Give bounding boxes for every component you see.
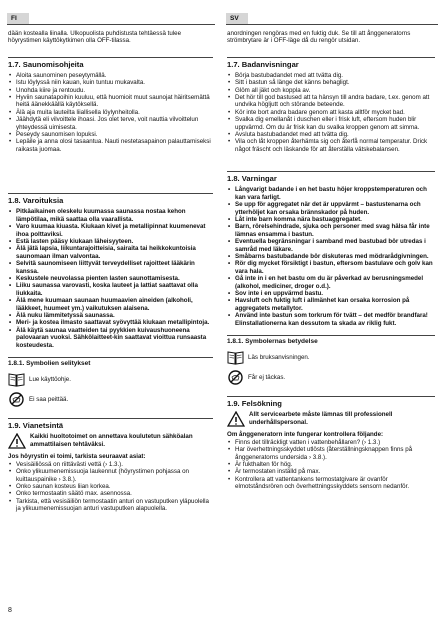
list-item: • Istu löylyssä niin kauan, kuin tuntuu mukavalta.: [8, 79, 213, 86]
intro-text: dään kostealla liinalla. Ulkopuolista puhdistusta tehtäessä tulee höyrystimen käyttökytkimen olla OFF-tilassa.: [8, 30, 182, 45]
section-title: 1.8.1. Symbolernas betydelse: [227, 335, 435, 345]
list-item: • Älä mene kuumaan saunaan huumaavien aineiden (alkoholi, lääkkeet, huumeet ym.) vaikutuksen alaisena.: [8, 297, 213, 312]
section-title: 1.8. Varoituksia: [8, 193, 213, 205]
list-item: • Meri- ja kostea ilmasto saattavat syövyttää kiukaan metallipintoja.: [8, 319, 213, 326]
section-title: 1.8. Varningar: [227, 171, 435, 183]
list-item: • Hyviin saunatapoihin kuuluu, että huomioit muut saunojat häiritsemättä heitä äänekkäällä käytöksellä.: [8, 94, 213, 109]
list-item: • Se upp för aggregatet när det är uppvärmt – bastustenarna och ytterhöljet kan orsaka brännskador på huden.: [227, 201, 435, 216]
list-item: • Långvarigt badande i en het bastu höjer kroppstemperaturen och kan vara farligt.: [227, 186, 435, 201]
list-item: • Estä lasten pääsy kiukaan läheisyyteen.: [8, 238, 213, 245]
list-item: • Havsluft och fuktig luft i allmänhet kan orsaka korrosion på aggregatets metallytor.: [227, 297, 435, 312]
list-item: • Pitkäaikainen oleskelu kuumassa saunassa nostaa kehon lämpötilaa, mikä saattaa olla vaarallista.: [8, 208, 213, 223]
lang-tab-sv: SV: [226, 13, 248, 24]
list-item: • Barn, rörelsehindrade, sjuka och personer med svag hälsa får inte lämnas ensamma i bastun.: [227, 223, 435, 238]
list-item: • Älä jätä lapsia, liikuntarajoitteisia, sairaita tai heikkokuntoisia saunomaan ilman valvontaa.: [8, 245, 213, 260]
list-item: • Älä nuku lämmitetyssä saunassa.: [8, 312, 213, 319]
list-item: • Är termostaten inställd på max.: [227, 468, 435, 475]
list: [8, 461, 213, 513]
symbol-label: Får ej täckas.: [248, 374, 286, 382]
list-item: • Rör dig mycket försiktigt i bastun, eftersom bastulave och golv kan vara hala.: [227, 260, 435, 275]
list-item: • Keskustele neuvolassa pienten lasten saunottamisesta.: [8, 275, 213, 282]
warning-triangle-icon: [227, 411, 245, 427]
symbol-label: Läs bruksanvisningen.: [248, 354, 310, 362]
list-item: • Jäähdytä eli vilvoittele ihoasi. Jos olet terve, voit nauttia vilvoittelun yhteydessä uimisesta.: [8, 116, 213, 131]
symbol-row-cover: [8, 391, 213, 408]
section-title: 1.8.1. Symbolien selitykset: [8, 357, 213, 367]
list-item: • Onko ylikuumenemissuoja laukennut (höyrystimen pohjassa on kuittauspainike › 3.8.).: [8, 468, 213, 483]
list-item: • Gå inte in i en het bastu om du är påverkad av berusningsmedel (alkohol, mediciner, droger o.d.).: [227, 275, 435, 290]
section-title: 1.9. Felsökning: [227, 396, 435, 408]
symbol-row-read: [8, 371, 213, 388]
list-item: • Finns det tillräckligt vatten i vattenbehållaren? (› 1.3.): [227, 439, 435, 446]
column-sv: [227, 30, 435, 491]
list-item: • Sitt i bastun så länge det känns behagligt.: [227, 79, 435, 86]
section-title: 1.7. Badanvisningar: [227, 57, 435, 69]
list-item: • Onko saunan kosteus liian korkea.: [8, 483, 213, 490]
list-item: • Låt inte barn komma nära bastuaggregatet.: [227, 216, 435, 223]
list-item: • Liiku saunassa varovasti, koska lauteet ja lattiat saattavat olla liukkaita.: [8, 282, 213, 297]
lead-text: Om ånggeneratorn inte fungerar kontrollera följande:: [227, 431, 384, 439]
warning-box: [227, 411, 435, 427]
symbol-row-cover: [227, 369, 435, 386]
book-icon: [8, 372, 25, 387]
warning-triangle-icon: [8, 433, 26, 449]
warning-box: [8, 433, 213, 449]
list-item: • Älä aja muita lauteilta liiallisella löylynheitolla.: [8, 109, 213, 116]
column-fi: [8, 30, 213, 513]
warning-list: [8, 208, 213, 349]
no-cover-icon: [8, 392, 25, 407]
list-item: • Lepäile ja anna olosi tasaantua. Nauti nestetasapainon palauttamiseksi raikasta juomaa.: [8, 138, 213, 153]
list-item: • Eventuella begränsningar i samband med bastubad bör utredas i samråd med läkare.: [227, 238, 435, 253]
list-item: • Har överhettningsskyddet utlösts (återställningsknappen finns på ånggeneratorns undersida › 3.8.).: [227, 446, 435, 461]
list-item: • Unohda kiire ja rentoudu.: [8, 87, 213, 94]
list-item: • Varo kuumaa kiuasta. Kiukaan kivet ja metallipinnat kuumenevat ihoa polttaviksi.: [8, 223, 213, 238]
warning-text: Kaikki huoltotoimet on annettava koulutetun sähköalan ammattilaisen tehtäväksi.: [30, 433, 193, 448]
list-item: • Vesisäiliössä on riittävästi vettä (› 1.3.).: [8, 461, 213, 468]
list-item: • Vila och låt kroppen återhämta sig och återfå normal temperatur. Drick något fräscht och läskande för att återställa vätskebalansen.: [227, 138, 435, 153]
lead-text: Jos höyrystin ei toimi, tarkista seuraavat asiat:: [8, 453, 146, 461]
warning-text: Allt servicearbete måste lämnas till professionell underhållspersonal.: [249, 411, 393, 426]
lang-tab-fi: FI: [7, 13, 29, 24]
list-item: • Glöm all jäkt och koppla av.: [227, 87, 435, 94]
list-item: • Kör inte bort andra badare genom att kasta alltför mycket bad.: [227, 109, 435, 116]
page-number: 8: [8, 607, 12, 614]
list: [8, 72, 213, 153]
list-item: • Tarkista, että vesisäiliön termostaatin anturi on vastuputken yläpuolella ja ylikuumenemissuojan anturi vastuputken alapuolella.: [8, 498, 213, 513]
book-icon: [227, 350, 244, 365]
list-item: • Avsluta bastubadandet med att tvätta dig.: [227, 131, 435, 138]
list-item: • Peseydy saunomisen lopuksi.: [8, 131, 213, 138]
section-title: 1.9. Vianetsintä: [8, 418, 213, 430]
no-cover-icon: [227, 370, 244, 385]
list-item: • Svalka dig emellanåt i duschen eller i frisk luft, eftersom huden blir uppvärmd. Om du är frisk kan du svalka kroppen genom att simma.: [227, 116, 435, 131]
list-item: • Sov inte i en uppvärmd bastu.: [227, 290, 435, 297]
list-item: • Börja bastubadandet med att tvätta dig.: [227, 72, 435, 79]
header-rule-left: [7, 24, 215, 25]
list-item: • Älä käytä saunaa vaatteiden tai pyykkien kuivaushuoneena palovaaran vuoksi. Sähkölaitteet-kin saattavat vioittua runsaasta kosteudesta.: [8, 327, 213, 349]
list: [227, 72, 435, 153]
symbol-label: Ei saa peittää.: [29, 396, 69, 404]
list-item: • Är fukthalten för hög.: [227, 461, 435, 468]
symbol-label: Lue käyttöohje.: [29, 376, 71, 384]
warning-list: [227, 186, 435, 327]
list: [227, 439, 435, 491]
list-item: • Småbarns bastubadande bör diskuteras med mödrarådgivningen.: [227, 253, 435, 260]
symbol-row-read: [227, 349, 435, 366]
list-item: • Onko termostaatin säätö max. asennossa.: [8, 490, 213, 497]
section-title: 1.7. Saunomisohjeita: [8, 57, 213, 69]
list-item: • Kontrollera att vattentankens termostatgivare är ovanför elmotståndsrören och överhettningsskyddets sensorn nedanför.: [227, 476, 435, 491]
header-rule-right: [226, 24, 438, 25]
list-item: • Använd inte bastun som torkrum för tvätt – det medför brandfara! Elinstallationerna kan dessutom ta skada av riklig fukt.: [227, 312, 435, 327]
list-item: • Det hör till god bastused att ta hänsyn till andra badare, t.ex. genom att undvika högljutt och störande beteende.: [227, 94, 435, 109]
list-item: • Selvitä saunomiseen liittyvät terveydelliset rajoitteet lääkärin kanssa.: [8, 260, 213, 275]
list-item: • Aloita saunominen peseytymällä.: [8, 72, 213, 79]
intro-text: anordningen rengöras med en fuktig duk. Se till att ånggeneratorns strömbrytare är i OFF-läge då du rengör utsidan.: [227, 30, 411, 45]
